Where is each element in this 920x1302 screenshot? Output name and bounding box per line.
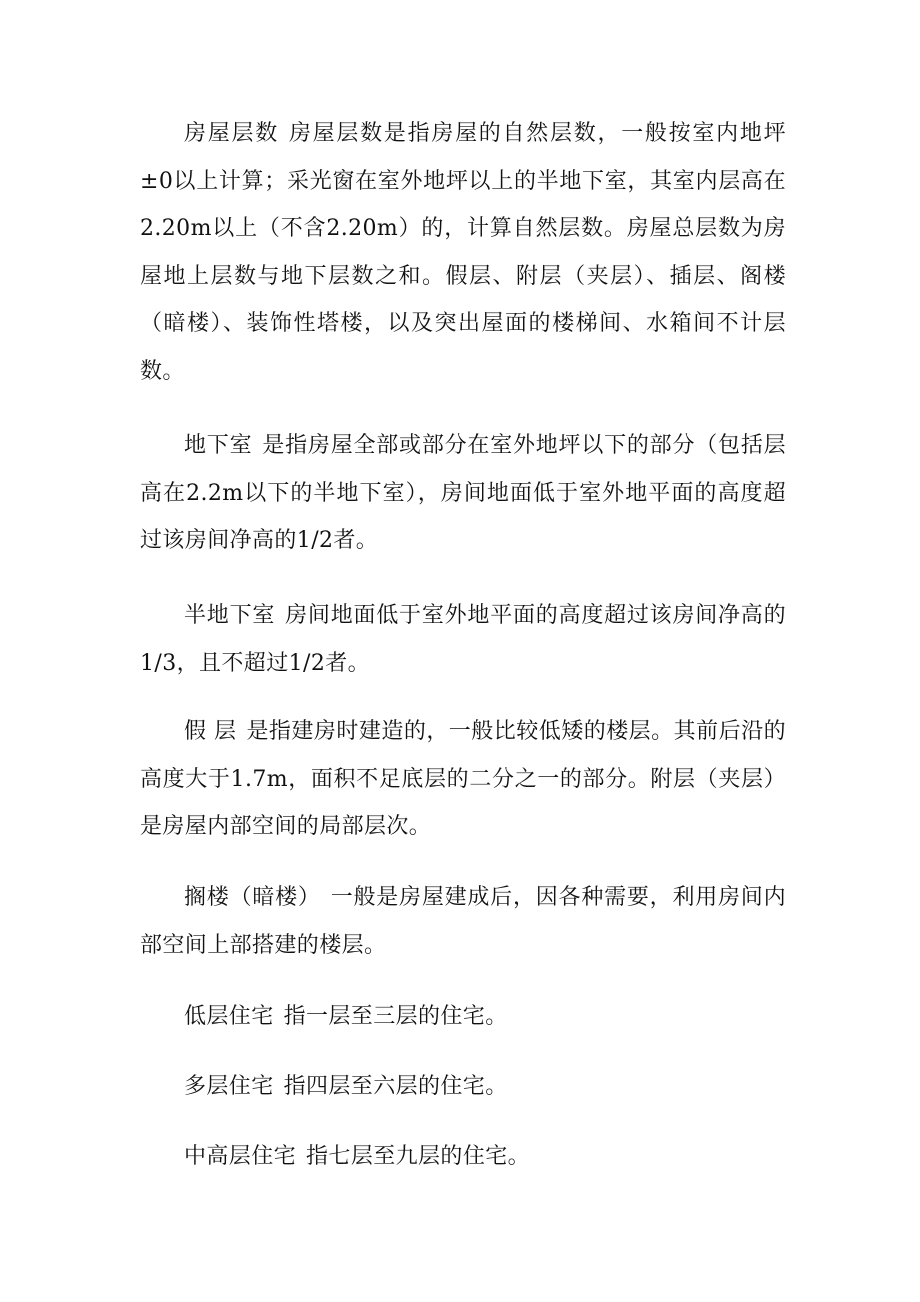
definition-text: 房屋层数是指房屋的自然层数，一般按室内地坪±0以上计算；采光窗在室外地坪以上的半地下室，其室内层高在2.20m以上（不含2.20m）的，计算自然层数。房屋总层数为房屋地上层数与地下层数之和。假层、附层（夹层）、插层、阁楼（暗楼）、装饰性塔楼，以及突出屋面的楼梯间、水箱间不计层数。 bbox=[140, 121, 786, 384]
paragraph-floor-count bbox=[140, 110, 786, 395]
definition-text: 房间地面低于室外地平面的高度超过该房间净高的1/3，且不超过1/2者。 bbox=[140, 603, 786, 676]
definition-text: 指四层至六层的住宅。 bbox=[283, 1074, 508, 1099]
paragraph-basement bbox=[140, 422, 786, 565]
paragraph-mid-high-rise bbox=[140, 1133, 786, 1181]
term-label: 多层住宅 bbox=[184, 1074, 274, 1099]
term-label: 地下室 bbox=[184, 433, 253, 458]
term-label: 假 层 bbox=[184, 719, 237, 744]
paragraph-low-rise bbox=[140, 993, 786, 1041]
paragraph-semi-basement bbox=[140, 592, 786, 687]
term-label: 房屋层数 bbox=[184, 121, 279, 146]
definition-text: 指七层至九层的住宅。 bbox=[306, 1144, 531, 1169]
definition-text: 是指房屋全部或部分在室外地坪以下的部分（包括层高在2.2m以下的半地下室），房间地面低于室外地平面的高度超过该房间净高的1/2者。 bbox=[140, 433, 787, 553]
paragraph-loft bbox=[140, 874, 786, 969]
definition-text: 一般是房屋建成后，因各种需要，利用房间内部空间上部搭建的楼层。 bbox=[140, 885, 786, 958]
definition-text: 指一层至三层的住宅。 bbox=[283, 1004, 508, 1029]
definition-text: 是指建房时建造的，一般比较低矮的楼层。其前后沿的高度大于1.7m，面积不足底层的二分之一的部分。附层（夹层）是房屋内部空间的局部层次。 bbox=[140, 719, 786, 839]
paragraph-multi-storey bbox=[140, 1063, 786, 1111]
term-label: 低层住宅 bbox=[184, 1004, 274, 1029]
paragraph-false-floor bbox=[140, 708, 786, 851]
term-label: 半地下室 bbox=[184, 603, 276, 628]
term-label: 中高层住宅 bbox=[184, 1144, 297, 1169]
term-label: 搁楼（暗楼） bbox=[184, 885, 321, 910]
